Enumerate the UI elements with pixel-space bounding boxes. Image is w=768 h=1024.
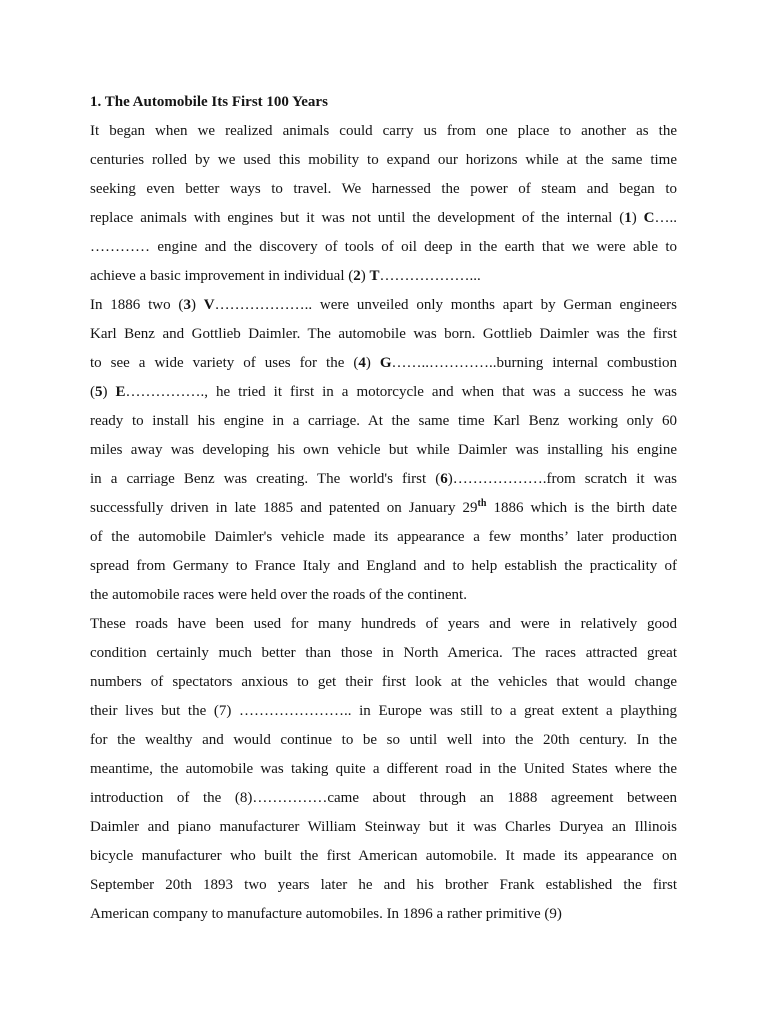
superscript: th <box>477 498 487 509</box>
text-line <box>90 291 677 320</box>
paragraph <box>90 117 677 291</box>
text-run: meantime, the automobile was taking quite a different road in the United States where the <box>90 761 677 777</box>
bold-text: 5 <box>95 384 103 400</box>
text-line <box>90 639 677 668</box>
text-run: ( <box>90 384 95 400</box>
bold-text: C <box>643 210 655 226</box>
text-line <box>90 204 677 233</box>
text-run: ……………., he tried it first in a motorcycle and when that was a success he was <box>125 384 677 400</box>
document-body <box>90 117 677 929</box>
text-run: replace animals with engines but it was not until the development of the internal ( <box>90 210 625 226</box>
text-line <box>90 813 677 842</box>
text-run: September 20th 1893 two years later he and his brother Frank established the first <box>90 877 677 893</box>
text-run: miles away was developing his own vehicle but while Daimler was installing his engine <box>90 442 677 458</box>
document-page <box>90 88 677 929</box>
text-line <box>90 523 677 552</box>
text-run: in a carriage Benz was creating. The world's first ( <box>90 471 441 487</box>
paragraph <box>90 291 677 610</box>
text-line <box>90 784 677 813</box>
text-line <box>90 436 677 465</box>
text-run: bicycle manufacturer who built the first American automobile. It made its appearance on <box>90 848 677 864</box>
text-run: ….. <box>654 210 677 226</box>
text-line <box>90 320 677 349</box>
paragraph <box>90 610 677 929</box>
text-run: condition certainly much better than those in North America. The races attracted great <box>90 645 677 661</box>
text-run: Karl Benz and Gottlieb Daimler. The automobile was born. Gottlieb Daimler was the first <box>90 326 677 342</box>
bold-text: 4 <box>358 355 366 371</box>
text-run: )……………….from scratch it was <box>447 471 677 487</box>
text-run: ………………... <box>379 268 481 284</box>
text-run: In 1886 two ( <box>90 297 184 313</box>
text-line <box>90 842 677 871</box>
text-line <box>90 610 677 639</box>
text-run: ) <box>190 297 204 313</box>
text-run: ) <box>102 384 116 400</box>
bold-text: 1 <box>624 210 632 226</box>
text-run: American company to manufacture automobiles. In 1896 a rather primitive (9) <box>90 906 562 922</box>
document-title: 1. The Automobile Its First 100 Years <box>90 94 328 110</box>
text-line <box>90 465 677 494</box>
text-line <box>90 349 677 378</box>
bold-text: V <box>203 297 215 313</box>
text-line <box>90 407 677 436</box>
bold-text: G <box>379 355 392 371</box>
bold-text: E <box>115 384 126 400</box>
bold-text: 2 <box>353 268 361 284</box>
text-line <box>90 871 677 900</box>
text-run: their lives but the (7) ………………….. in Europe was still to a great extent a plaything <box>90 703 677 719</box>
text-run: introduction of the (8)……………came about through an 1888 agreement between <box>90 790 677 806</box>
text-run: ……………….. were unveiled only months apart by German engineers <box>214 297 677 313</box>
text-run: achieve a basic improvement in individual ( <box>90 268 354 284</box>
bold-text: T <box>369 268 380 284</box>
text-line <box>90 900 677 929</box>
text-run: for the wealthy and would continue to be so until well into the 20th century. In the <box>90 732 677 748</box>
text-line <box>90 262 677 291</box>
bold-text: 6 <box>440 471 448 487</box>
text-run: centuries rolled by we used this mobility to expand our horizons while at the same time <box>90 152 677 168</box>
text-line <box>90 755 677 784</box>
text-run: seeking even better ways to travel. We harnessed the power of steam and began to <box>90 181 677 197</box>
text-run: ……..…………..burning internal combustion <box>391 355 678 371</box>
text-line <box>90 552 677 581</box>
text-run: of the automobile Daimler's vehicle made its appearance a few months’ later production <box>90 529 677 545</box>
text-run: numbers of spectators anxious to get their first look at the vehicles that would change <box>90 674 677 690</box>
text-line <box>90 175 677 204</box>
text-line <box>90 117 677 146</box>
text-run: ………… engine and the discovery of tools of oil deep in the earth that we were able to <box>90 239 677 255</box>
text-line <box>90 668 677 697</box>
text-run: ) <box>365 355 380 371</box>
text-line <box>90 146 677 175</box>
bold-text: 3 <box>183 297 191 313</box>
text-line <box>90 581 677 610</box>
text-run: successfully driven in late 1885 and patented on January 29 <box>90 500 478 516</box>
text-run: ready to install his engine in a carriage. At the same time Karl Benz working only 60 <box>90 413 677 429</box>
text-line <box>90 378 677 407</box>
text-line <box>90 494 677 523</box>
text-run: the automobile races were held over the roads of the continent. <box>90 587 467 603</box>
text-run: spread from Germany to France Italy and England and to help establish the practicality of <box>90 558 677 574</box>
text-run: These roads have been used for many hundreds of years and were in relatively good <box>90 616 677 632</box>
text-run: ) <box>631 210 644 226</box>
text-run: 1886 which is the birth date <box>486 500 677 516</box>
text-run: It began when we realized animals could carry us from one place to another as the <box>90 123 677 139</box>
text-run: to see a wide variety of uses for the ( <box>90 355 359 371</box>
text-line <box>90 233 677 262</box>
text-line <box>90 697 677 726</box>
text-line <box>90 726 677 755</box>
text-run: Daimler and piano manufacturer William Steinway but it was Charles Duryea an Illinois <box>90 819 677 835</box>
text-run: ) <box>360 268 370 284</box>
